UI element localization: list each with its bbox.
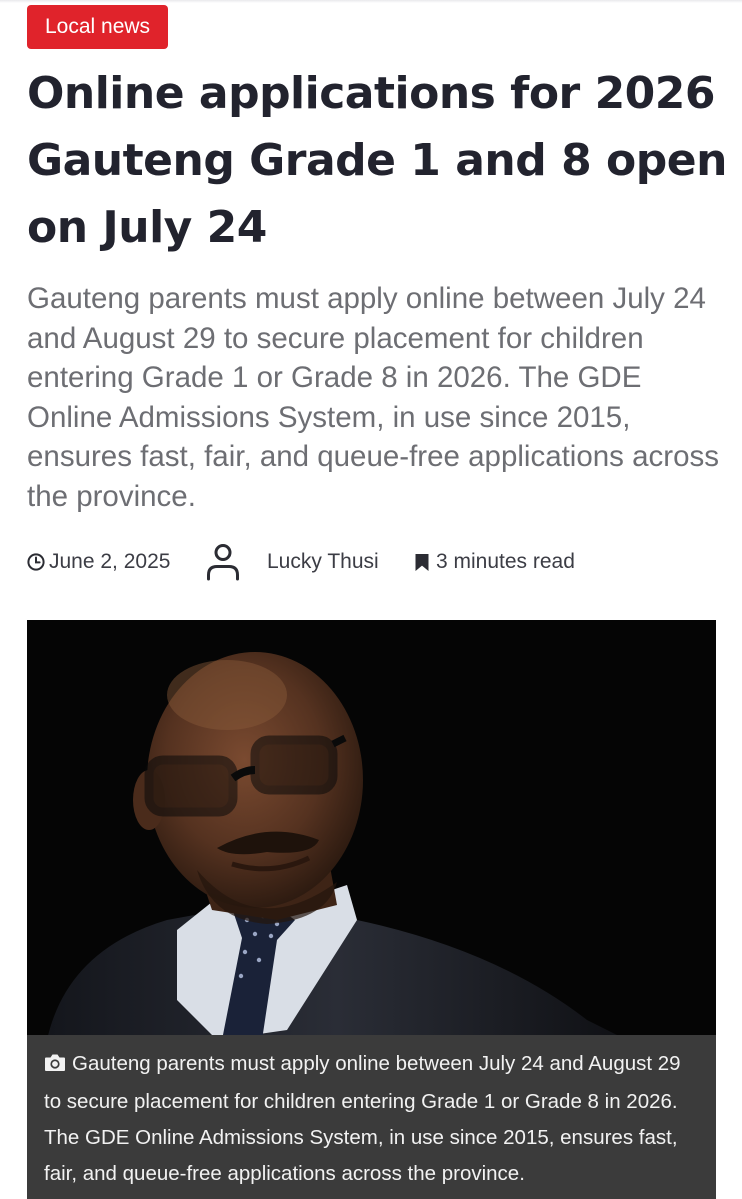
image-caption xyxy=(27,1035,716,1199)
read-time xyxy=(414,533,575,591)
clock-icon xyxy=(27,553,45,571)
article-summary: Gauteng parents must apply online between July 24 and August 29 to secure placement for children entering Grade 1 or Grade 8 in 2026. The GDE Online Admissions System, in use since 2015, ensures fast, fair, and queue-free applications across the province. xyxy=(27,282,720,513)
publish-date xyxy=(27,533,170,591)
bookmark-icon xyxy=(414,553,430,572)
portrait-photo xyxy=(27,620,716,1040)
camera-icon xyxy=(44,1048,66,1084)
read-time-text: 3 minutes read xyxy=(436,550,575,573)
category-badge[interactable]: Local news xyxy=(27,5,168,49)
publish-date-text: June 2, 2025 xyxy=(49,550,171,573)
person-icon xyxy=(205,542,241,582)
author[interactable] xyxy=(205,533,379,591)
featured-image xyxy=(27,620,716,1199)
article-meta xyxy=(27,533,727,591)
caption-text: Gauteng parents must apply online between July 24 and August 29 to secure placement for children entering Grade 1 or Grade 8 in 2026. The GDE Online Admissions System, in use since 2015, ensures fast, fair, and queue-free applications across the province. xyxy=(44,1052,681,1185)
top-edge xyxy=(0,0,742,3)
article-title: Online applications for 2026 Gauteng Grade 1 and 8 open on July 24 xyxy=(27,68,727,253)
author-name[interactable]: Lucky Thusi xyxy=(267,550,379,573)
